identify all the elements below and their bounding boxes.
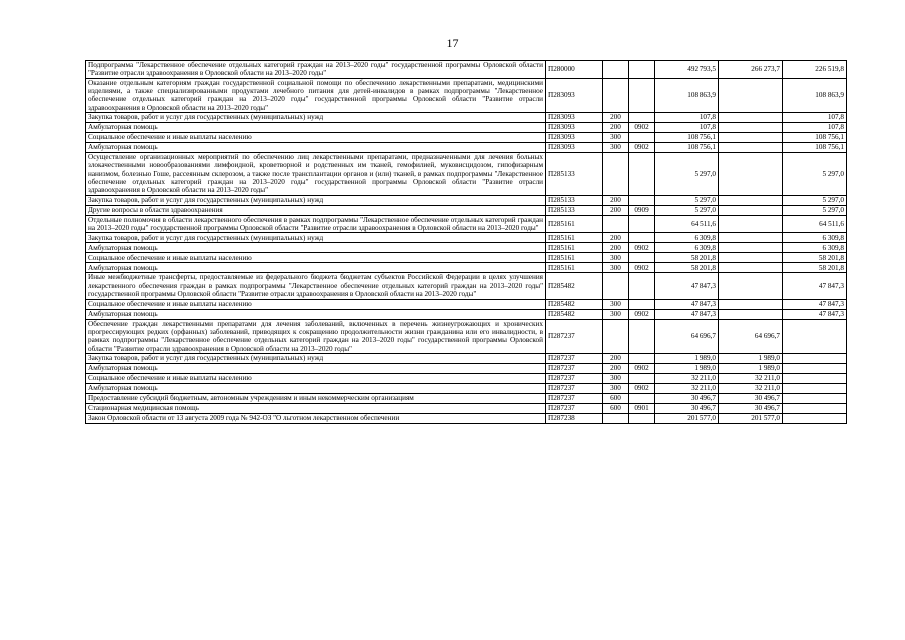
row-total-cell: 30 496,7: [655, 403, 719, 413]
table-row: [86, 319, 847, 353]
table-row: [86, 413, 847, 423]
row-total-cell: 32 211,0: [655, 383, 719, 393]
row-total-cell: 108 756,1: [655, 133, 719, 143]
row-federal-cell: 201 577,0: [719, 413, 783, 423]
table-row: [86, 215, 847, 233]
table-row: [86, 403, 847, 413]
row-regional-cell: [783, 353, 847, 363]
row-total-cell: 30 496,7: [655, 393, 719, 403]
row-name-cell: Амбулаторная помощь: [86, 143, 546, 153]
row-code-cell: П283093: [546, 123, 603, 133]
row-federal-cell: [719, 153, 783, 196]
row-federal-cell: 30 496,7: [719, 393, 783, 403]
row-code-cell: П287237: [546, 393, 603, 403]
table-row: [86, 353, 847, 363]
row-section-cell: [629, 113, 655, 123]
row-expense-type-cell: [603, 61, 629, 79]
row-total-cell: 5 297,0: [655, 195, 719, 205]
row-code-cell: П285482: [546, 309, 603, 319]
row-name-cell: Социальное обеспечение и иные выплаты населению: [86, 133, 546, 143]
row-federal-cell: 64 696,7: [719, 319, 783, 353]
row-federal-cell: 1 989,0: [719, 363, 783, 373]
row-total-cell: 64 511,6: [655, 215, 719, 233]
row-name-cell: Другие вопросы в области здравоохранения: [86, 205, 546, 215]
row-section-cell: [629, 373, 655, 383]
row-total-cell: 6 309,8: [655, 233, 719, 243]
row-section-cell: [629, 273, 655, 299]
row-federal-cell: [719, 233, 783, 243]
row-regional-cell: [783, 319, 847, 353]
table-row: [86, 61, 847, 79]
table-row: [86, 113, 847, 123]
row-expense-type-cell: 300: [603, 309, 629, 319]
row-section-cell: [629, 61, 655, 79]
row-federal-cell: [719, 123, 783, 133]
row-expense-type-cell: 200: [603, 123, 629, 133]
row-code-cell: П287237: [546, 319, 603, 353]
row-total-cell: 58 201,8: [655, 253, 719, 263]
row-federal-cell: [719, 215, 783, 233]
row-section-cell: [629, 78, 655, 112]
row-section-cell: 0902: [629, 363, 655, 373]
table-body: [86, 61, 847, 424]
row-expense-type-cell: [603, 78, 629, 112]
row-section-cell: [629, 133, 655, 143]
row-expense-type-cell: 300: [603, 383, 629, 393]
row-section-cell: [629, 215, 655, 233]
row-section-cell: 0902: [629, 309, 655, 319]
row-regional-cell: 108 756,1: [783, 143, 847, 153]
row-section-cell: [629, 413, 655, 423]
row-name-cell: Оказание отдельным категориям граждан государственной социальной помощи по обеспечению лекарственными препаратами, медицинскими изделиями, а также специализированными продуктами лечебного питания для детей-инвалидов в рамках подпрограммы "Лекарственное обеспечение отдельных категорий граждан на 2013–2020 годы" государственной программы Орловской области "Развитие отрасли здравоохранения в Орловской области на 2013–2020 годы": [86, 78, 546, 112]
row-total-cell: 47 847,3: [655, 273, 719, 299]
row-regional-cell: 226 519,8: [783, 61, 847, 79]
row-name-cell: Амбулаторная помощь: [86, 243, 546, 253]
table-row: [86, 153, 847, 196]
row-total-cell: 492 793,5: [655, 61, 719, 79]
row-section-cell: [629, 153, 655, 196]
row-regional-cell: 47 847,3: [783, 273, 847, 299]
row-code-cell: П285482: [546, 299, 603, 309]
row-name-cell: Амбулаторная помощь: [86, 123, 546, 133]
row-regional-cell: 5 297,0: [783, 205, 847, 215]
row-code-cell: П283093: [546, 133, 603, 143]
page-number: 17: [446, 36, 459, 50]
table-row: [86, 133, 847, 143]
row-expense-type-cell: 300: [603, 373, 629, 383]
row-expense-type-cell: [603, 153, 629, 196]
table-row: [86, 393, 847, 403]
row-total-cell: 201 577,0: [655, 413, 719, 423]
row-section-cell: 0902: [629, 263, 655, 273]
row-federal-cell: [719, 263, 783, 273]
row-expense-type-cell: 200: [603, 205, 629, 215]
row-federal-cell: 30 496,7: [719, 403, 783, 413]
row-code-cell: П280000: [546, 61, 603, 79]
row-expense-type-cell: 200: [603, 113, 629, 123]
row-total-cell: 32 211,0: [655, 373, 719, 383]
row-regional-cell: 6 309,8: [783, 243, 847, 253]
row-expense-type-cell: 200: [603, 353, 629, 363]
row-expense-type-cell: 300: [603, 143, 629, 153]
row-section-cell: [629, 233, 655, 243]
row-code-cell: П283093: [546, 113, 603, 123]
row-total-cell: 1 989,0: [655, 363, 719, 373]
row-name-cell: Амбулаторная помощь: [86, 383, 546, 393]
row-total-cell: 108 863,9: [655, 78, 719, 112]
table-row: [86, 233, 847, 243]
row-expense-type-cell: [603, 215, 629, 233]
table-row: [86, 143, 847, 153]
row-federal-cell: [719, 309, 783, 319]
row-regional-cell: [783, 383, 847, 393]
row-federal-cell: [719, 113, 783, 123]
row-section-cell: 0902: [629, 383, 655, 393]
row-expense-type-cell: 200: [603, 243, 629, 253]
row-code-cell: П283093: [546, 78, 603, 112]
row-regional-cell: 107,8: [783, 113, 847, 123]
table-row: [86, 309, 847, 319]
row-code-cell: П285161: [546, 263, 603, 273]
row-total-cell: 1 989,0: [655, 353, 719, 363]
row-total-cell: 6 309,8: [655, 243, 719, 253]
table-row: [86, 273, 847, 299]
row-federal-cell: 32 211,0: [719, 383, 783, 393]
row-name-cell: Амбулаторная помощь: [86, 363, 546, 373]
row-expense-type-cell: 200: [603, 195, 629, 205]
row-regional-cell: 58 201,8: [783, 253, 847, 263]
row-name-cell: Закупка товаров, работ и услуг для государственных (муниципальных) нужд: [86, 233, 546, 243]
row-federal-cell: [719, 253, 783, 263]
row-regional-cell: [783, 363, 847, 373]
row-expense-type-cell: 300: [603, 299, 629, 309]
row-code-cell: П285161: [546, 253, 603, 263]
row-regional-cell: [783, 373, 847, 383]
row-total-cell: 108 756,1: [655, 143, 719, 153]
row-name-cell: Амбулаторная помощь: [86, 263, 546, 273]
row-section-cell: [629, 299, 655, 309]
row-expense-type-cell: [603, 273, 629, 299]
row-federal-cell: 1 989,0: [719, 353, 783, 363]
row-federal-cell: [719, 243, 783, 253]
row-regional-cell: 47 847,3: [783, 299, 847, 309]
row-code-cell: П287237: [546, 353, 603, 363]
row-name-cell: Социальное обеспечение и иные выплаты населению: [86, 253, 546, 263]
row-expense-type-cell: 300: [603, 133, 629, 143]
row-code-cell: П283093: [546, 143, 603, 153]
row-name-cell: Стационарная медицинская помощь: [86, 403, 546, 413]
row-name-cell: Предоставление субсидий бюджетным, автономным учреждениям и иным некоммерческим организациям: [86, 393, 546, 403]
row-section-cell: [629, 319, 655, 353]
table-row: [86, 205, 847, 215]
budget-table: [85, 60, 847, 424]
row-federal-cell: [719, 299, 783, 309]
row-federal-cell: 266 273,7: [719, 61, 783, 79]
row-federal-cell: [719, 205, 783, 215]
table-row: [86, 195, 847, 205]
table-row: [86, 363, 847, 373]
row-total-cell: 107,8: [655, 123, 719, 133]
row-code-cell: П287237: [546, 383, 603, 393]
row-expense-type-cell: 300: [603, 263, 629, 273]
row-total-cell: 107,8: [655, 113, 719, 123]
table-row: [86, 263, 847, 273]
row-regional-cell: 58 201,8: [783, 263, 847, 273]
row-section-cell: 0902: [629, 123, 655, 133]
row-section-cell: [629, 253, 655, 263]
row-federal-cell: [719, 195, 783, 205]
row-expense-type-cell: 200: [603, 363, 629, 373]
row-regional-cell: 5 297,0: [783, 153, 847, 196]
row-section-cell: 0901: [629, 403, 655, 413]
row-name-cell: Социальное обеспечение и иные выплаты населению: [86, 299, 546, 309]
row-code-cell: П285161: [546, 233, 603, 243]
row-expense-type-cell: 600: [603, 393, 629, 403]
row-code-cell: П287237: [546, 363, 603, 373]
row-regional-cell: 108 756,1: [783, 133, 847, 143]
row-federal-cell: [719, 143, 783, 153]
table-row: [86, 123, 847, 133]
table-row: [86, 373, 847, 383]
row-section-cell: [629, 353, 655, 363]
row-federal-cell: [719, 78, 783, 112]
row-total-cell: 47 847,3: [655, 309, 719, 319]
row-federal-cell: 32 211,0: [719, 373, 783, 383]
row-regional-cell: [783, 403, 847, 413]
row-name-cell: Закупка товаров, работ и услуг для государственных (муниципальных) нужд: [86, 195, 546, 205]
row-code-cell: П287237: [546, 373, 603, 383]
row-expense-type-cell: [603, 413, 629, 423]
row-total-cell: 64 696,7: [655, 319, 719, 353]
table-row: [86, 243, 847, 253]
row-name-cell: Отдельные полномочия в области лекарственного обеспечения в рамках подпрограммы "Лекарственное обеспечение отдельных категорий граждан на 2013–2020 годы" государственной программы Орловской области "Развитие отрасли здравоохранения в Орловской области на 2013–2020 годы": [86, 215, 546, 233]
row-regional-cell: 64 511,6: [783, 215, 847, 233]
row-total-cell: 58 201,8: [655, 263, 719, 273]
row-total-cell: 5 297,0: [655, 205, 719, 215]
row-code-cell: П285482: [546, 273, 603, 299]
row-code-cell: П287238: [546, 413, 603, 423]
row-total-cell: 47 847,3: [655, 299, 719, 309]
row-section-cell: [629, 195, 655, 205]
row-name-cell: Социальное обеспечение и иные выплаты населению: [86, 373, 546, 383]
row-name-cell: Осуществление организационных мероприятий по обеспечению лиц лекарственными препаратами, предназначенными для лечения больных злокачественными новообразованиями лимфоидной, кроветворной и родственных им тканей, гемофилией, муковисцидозом, гипофизарным нанизмом, болезнью Гоше, рассеянным склерозом, а также после трансплантации органов и (или) тканей, в рамках подпрограммы "Лекарственное обеспечение отдельных категорий граждан на 2013–2020 годы" государственной программы Орловской области "Развитие отрасли здравоохранения в Орловской области на 2013–2020 годы": [86, 153, 546, 196]
row-federal-cell: [719, 133, 783, 143]
row-name-cell: Закон Орловской области от 13 августа 2009 года № 942-ОЗ "О льготном лекарственном обеспечении: [86, 413, 546, 423]
row-regional-cell: 6 309,8: [783, 233, 847, 243]
row-regional-cell: 47 847,3: [783, 309, 847, 319]
row-regional-cell: [783, 393, 847, 403]
table-row: [86, 299, 847, 309]
row-expense-type-cell: [603, 319, 629, 353]
row-regional-cell: 5 297,0: [783, 195, 847, 205]
row-name-cell: Обеспечение граждан лекарственными препаратами для лечения заболеваний, включенных в перечень жизнеугрожающих и хронических прогрессирующих редких (орфанных) заболеваний, приводящих к сокращению продолжительности жизни гражданина или его инвалидности, в рамках подпрограммы "Лекарственное обеспечение отдельных категорий граждан на 2013–2020 годы" государственной программы Орловской области "Развитие отрасли здравоохранения в Орловской области на 2013–2020 годы": [86, 319, 546, 353]
table-row: [86, 78, 847, 112]
row-section-cell: 0902: [629, 143, 655, 153]
row-section-cell: 0902: [629, 243, 655, 253]
row-name-cell: Подпрограмма "Лекарственное обеспечение отдельных категорий граждан на 2013–2020 годы" государственной программы Орловской области "Развитие отрасли здравоохранения в Орловской области на 2013–2020 годы": [86, 61, 546, 79]
row-federal-cell: [719, 273, 783, 299]
row-regional-cell: [783, 413, 847, 423]
row-name-cell: Амбулаторная помощь: [86, 309, 546, 319]
row-code-cell: П285133: [546, 195, 603, 205]
row-expense-type-cell: 600: [603, 403, 629, 413]
row-expense-type-cell: 300: [603, 253, 629, 263]
row-total-cell: 5 297,0: [655, 153, 719, 196]
row-name-cell: Закупка товаров, работ и услуг для государственных (муниципальных) нужд: [86, 353, 546, 363]
row-code-cell: П285133: [546, 153, 603, 196]
row-section-cell: 0909: [629, 205, 655, 215]
row-name-cell: Иные межбюджетные трансферты, предоставляемые из федерального бюджета бюджетам субъектов Российской Федерации в целях улучшения лекарственного обеспечения граждан в рамках подпрограммы "Лекарственное обеспечение отдельных категорий граждан на 2013–2020 годы" государственной программы Орловской области "Развитие отрасли здравоохранения в Орловской области на 2013–2020 годы": [86, 273, 546, 299]
table-row: [86, 253, 847, 263]
row-code-cell: П287237: [546, 403, 603, 413]
row-code-cell: П285161: [546, 243, 603, 253]
row-name-cell: Закупка товаров, работ и услуг для государственных (муниципальных) нужд: [86, 113, 546, 123]
row-expense-type-cell: 200: [603, 233, 629, 243]
row-regional-cell: 107,8: [783, 123, 847, 133]
row-code-cell: П285161: [546, 215, 603, 233]
row-section-cell: [629, 393, 655, 403]
row-regional-cell: 108 863,9: [783, 78, 847, 112]
table-row: [86, 383, 847, 393]
row-code-cell: П285133: [546, 205, 603, 215]
